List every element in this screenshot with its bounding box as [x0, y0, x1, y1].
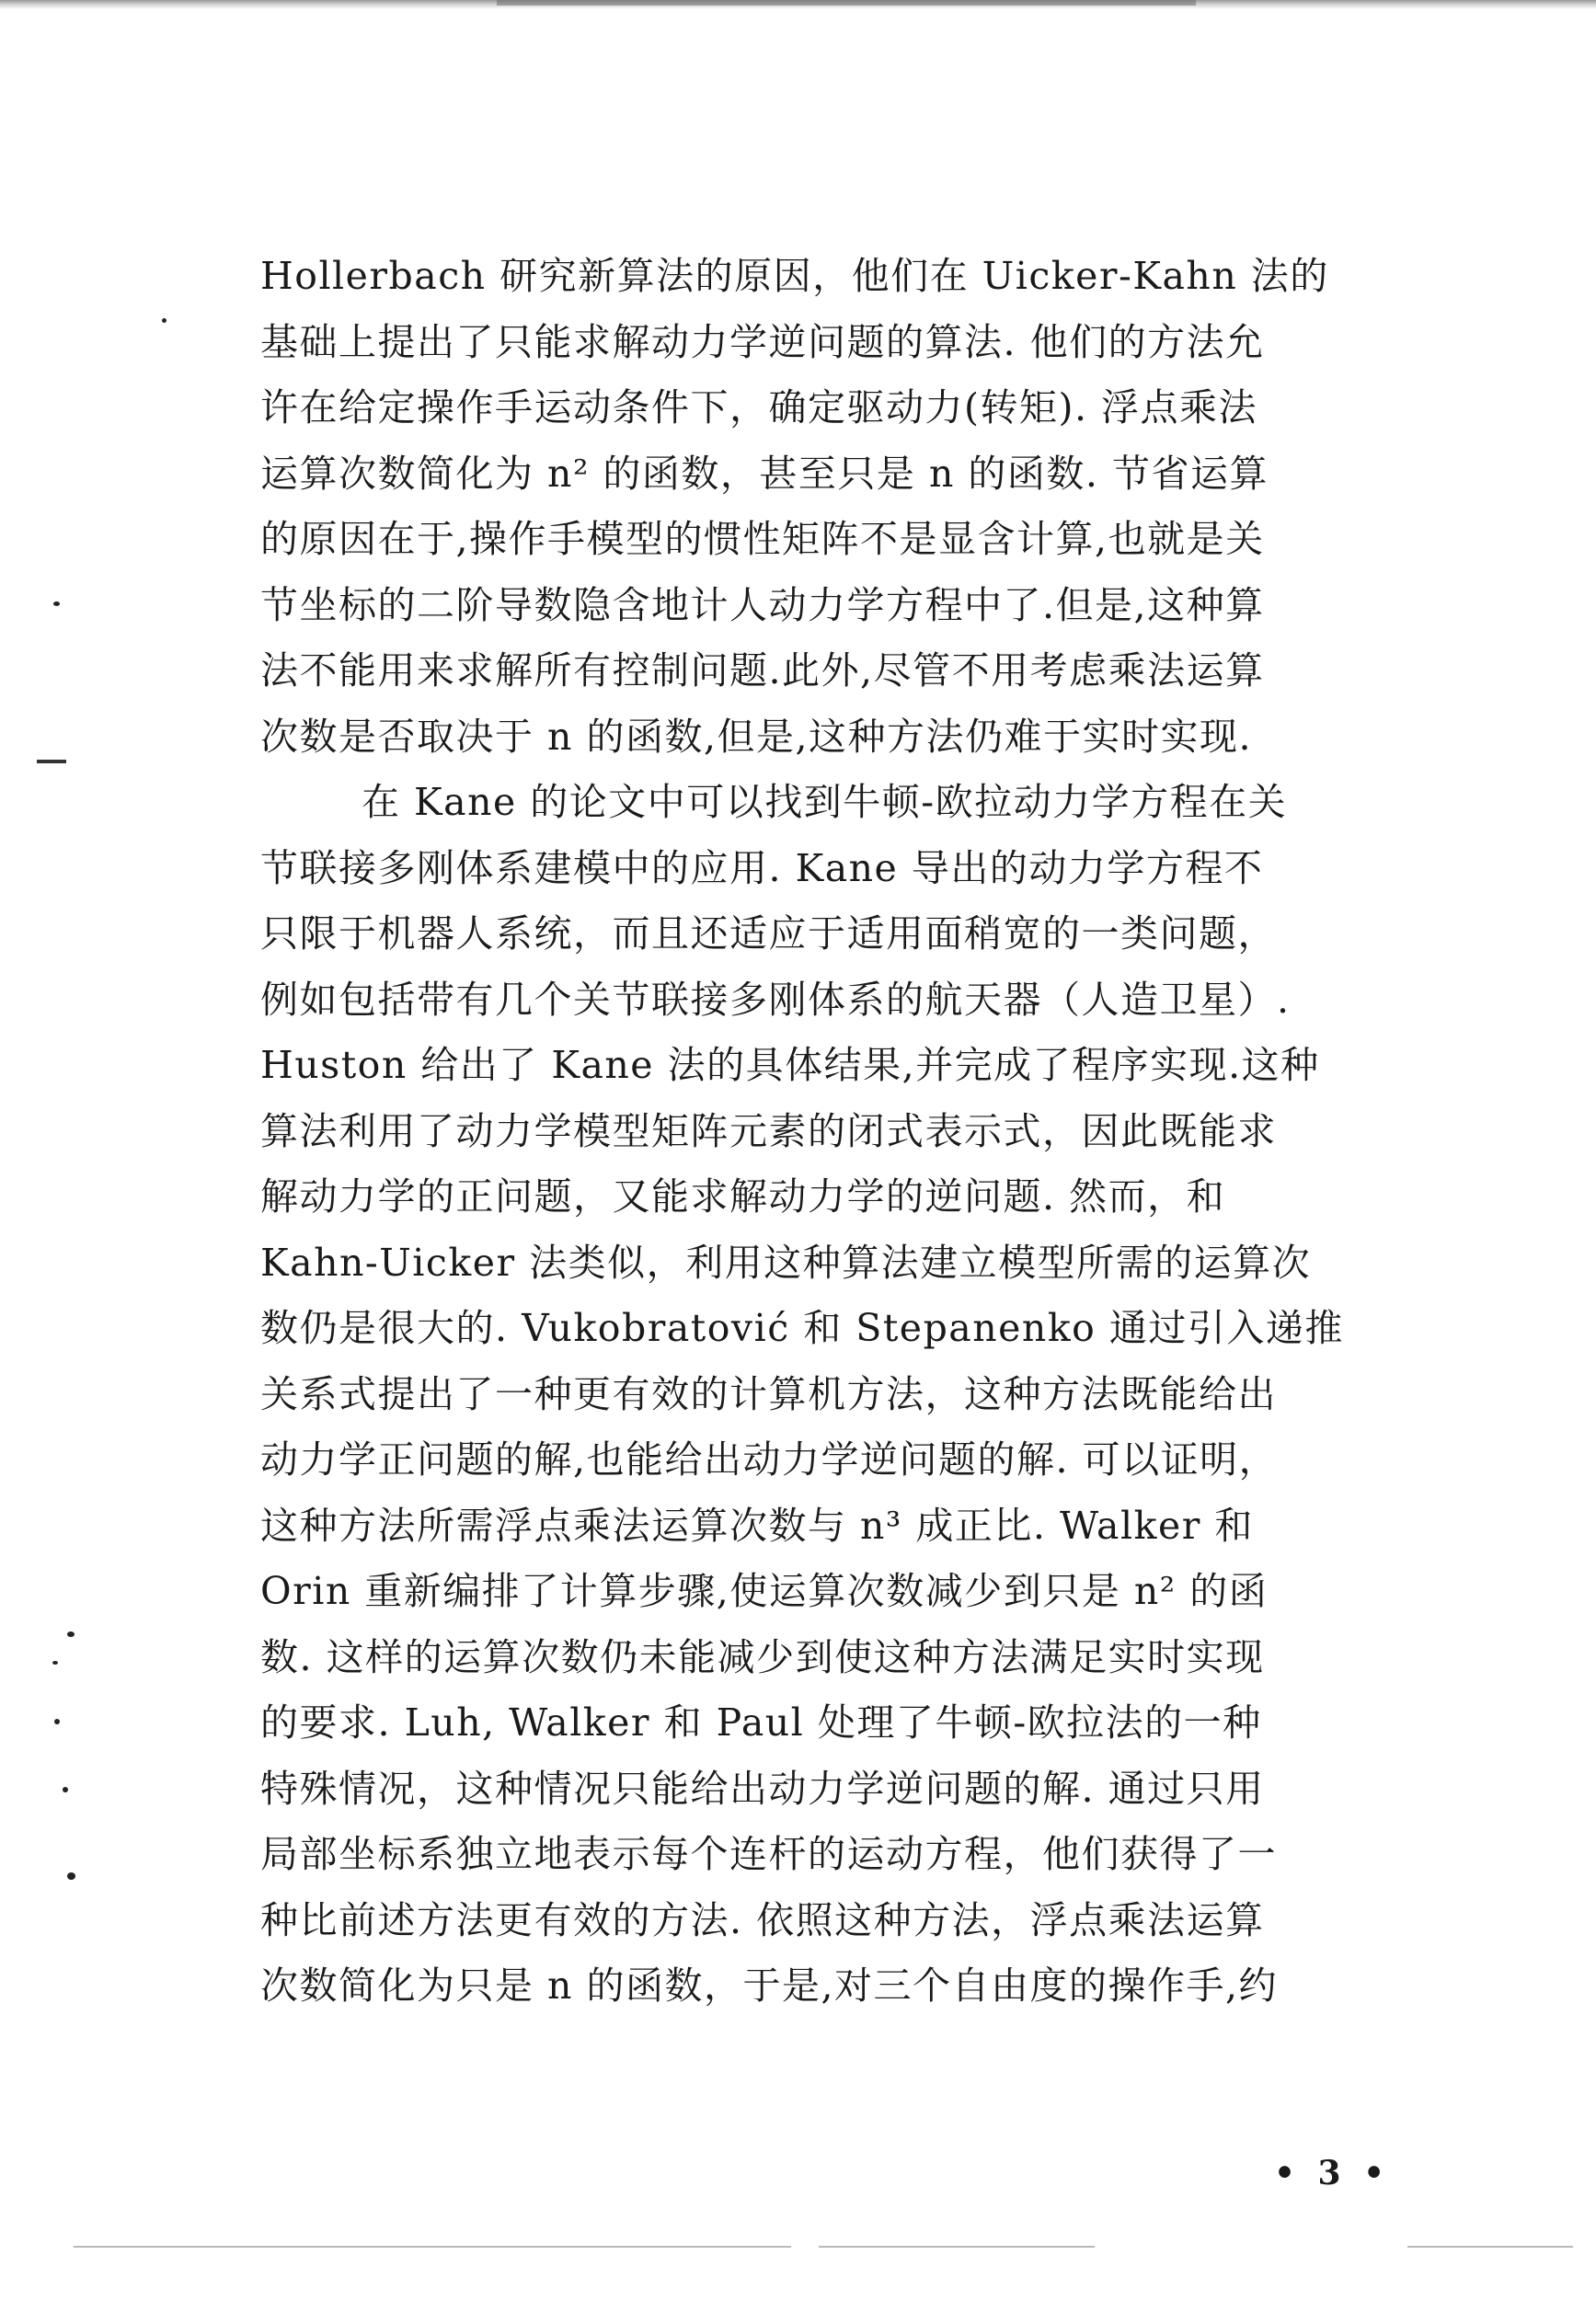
- text-line: 的要求. Luh, Walker 和 Paul 处理了牛顿-欧拉法的一种: [260, 1700, 1262, 1745]
- scan-speck: [54, 1719, 60, 1724]
- page-body-text: [260, 244, 1447, 2020]
- scan-speck: [63, 1787, 68, 1792]
- text-line: 局部坐标系独立地表示每个连杆的运动方程，他们获得了一: [260, 1832, 1277, 1876]
- scan-speck: [162, 318, 166, 323]
- text-line: 特殊情况，这种情况只能给出动力学逆问题的解. 通过只用: [260, 1766, 1265, 1811]
- text-line: 只限于机器人系统，而且还适应于适用面稍宽的一类问题，: [260, 911, 1277, 956]
- scan-speck: [52, 1661, 58, 1665]
- paragraph-1: [260, 244, 1447, 770]
- text-line: Orin 重新编排了计算步骤,使运算次数减少到只是 n² 的函: [260, 1569, 1269, 1613]
- scan-speck: [53, 601, 60, 606]
- text-line: 许在给定操作手运动条件下，确定驱动力(转矩). 浮点乘法: [260, 385, 1258, 429]
- text-line: 这种方法所需浮点乘法运算次数与 n³ 成正比. Walker 和: [260, 1503, 1254, 1548]
- text-line: Hollerbach 研究新算法的原因，他们在 Uicker-Kahn 法的: [260, 254, 1329, 298]
- text-line: 关系式提出了一种更有效的计算机方法，这种方法既能给出: [260, 1371, 1277, 1416]
- text-line: Kahn-Uicker 法类似，利用这种算法建立模型所需的运算次: [260, 1240, 1312, 1285]
- text-line: 解动力学的正问题，又能求解动力学的逆问题. 然而，和: [260, 1174, 1226, 1219]
- scan-bottom-line: [819, 2246, 1095, 2248]
- text-line: 动力学正问题的解,也能给出动力学逆问题的解. 可以证明，: [260, 1437, 1279, 1482]
- text-line: 基础上提出了只能求解动力学逆问题的算法. 他们的方法允: [260, 319, 1265, 364]
- scan-bottom-line: [74, 2246, 791, 2248]
- text-line: 的原因在于,操作手模型的惯性矩阵不是显含计算,也就是关: [260, 517, 1265, 561]
- text-line: 节坐标的二阶导数隐含地计人动力学方程中了.但是,这种算: [260, 582, 1265, 627]
- scan-bottom-line: [1407, 2246, 1573, 2248]
- text-line: 种比前述方法更有效的方法. 依照这种方法，浮点乘法运算: [260, 1897, 1265, 1942]
- scan-speck: [37, 760, 66, 763]
- text-line: 例如包括带有几个关节联接多刚体系的航天器（人造卫星）.: [260, 977, 1291, 1022]
- text-line: 数. 这样的运算次数仍未能减少到使这种方法满足实时实现: [260, 1634, 1265, 1679]
- text-line: 法不能用来求解所有控制问题.此外,尽管不用考虑乘法运算: [260, 648, 1265, 693]
- page-number: • 3 •: [1274, 2154, 1391, 2192]
- text-line: 算法利用了动力学模型矩阵元素的闭式表示式，因此既能求: [260, 1108, 1277, 1153]
- scan-edge-shadow: [497, 0, 1196, 6]
- text-line: 数仍是很大的. Vukobratović 和 Stepanenko 通过引入递推: [260, 1306, 1344, 1350]
- scan-speck: [67, 1872, 75, 1880]
- text-line: 运算次数简化为 n² 的函数，甚至只是 n 的函数. 节省运算: [260, 451, 1269, 496]
- text-line: Huston 给出了 Kane 法的具体结果,并完成了程序实现.这种: [260, 1043, 1320, 1087]
- text-line: 节联接多刚体系建模中的应用. Kane 导出的动力学方程不: [260, 845, 1264, 890]
- text-line: 次数简化为只是 n 的函数，于是,对三个自由度的操作手,约: [260, 1963, 1279, 2008]
- text-line: 在 Kane 的论文中可以找到牛顿-欧拉动力学方程在关: [362, 780, 1288, 824]
- text-line: 次数是否取决于 n 的函数,但是,这种方法仍难于实时实现.: [260, 714, 1253, 759]
- scan-speck: [67, 1631, 75, 1637]
- paragraph-2: [260, 770, 1447, 2020]
